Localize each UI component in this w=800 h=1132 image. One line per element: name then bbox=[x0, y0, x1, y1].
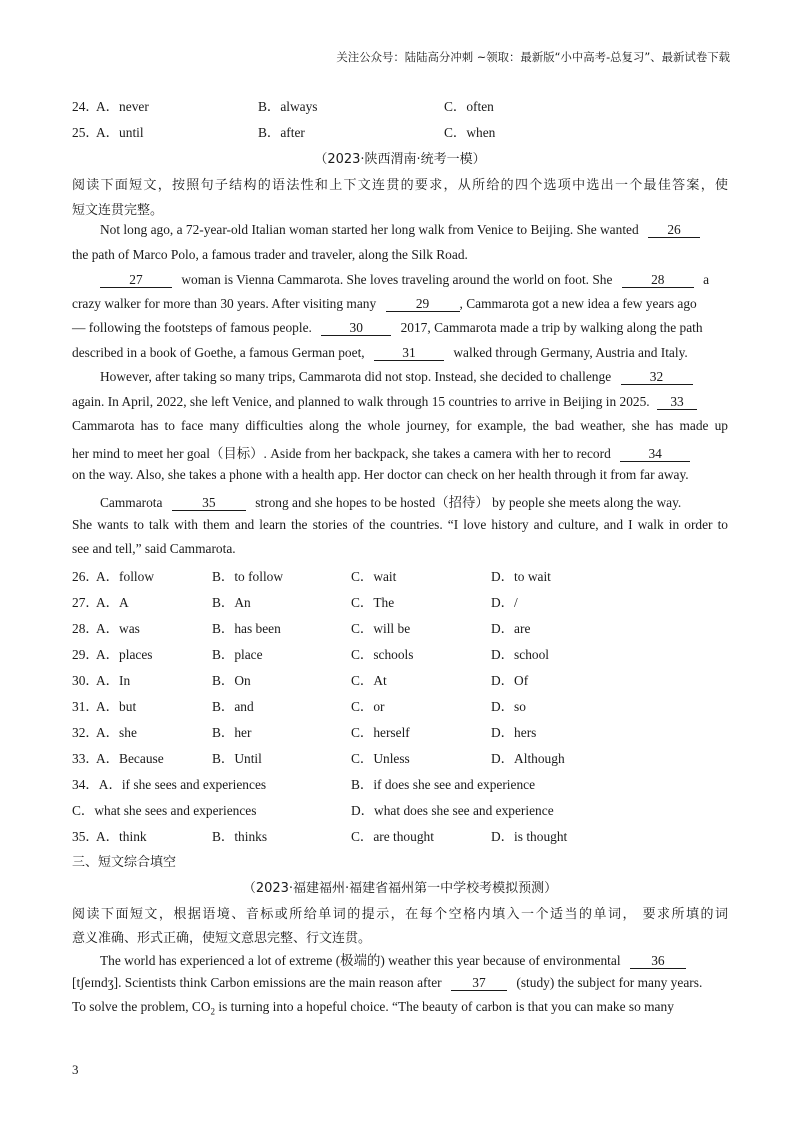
option-b: B．An bbox=[212, 595, 251, 610]
option-c: C．will be bbox=[351, 621, 411, 636]
question-row-35: 35． A．think B．thinks C．are thought D．is thought bbox=[72, 826, 732, 846]
section2-instruction-line1: 阅读下面短文，按照句子结构的语法性和上下文连贯的要求，从所给的四个选项中选出一个最佳答案，使 bbox=[72, 178, 728, 193]
option-d: D．Although bbox=[491, 751, 565, 766]
question-number: 25． bbox=[72, 125, 99, 140]
option-b: B．her bbox=[212, 725, 252, 740]
option-a: A．In bbox=[96, 673, 131, 688]
option-a: A．until bbox=[96, 125, 144, 140]
question-row-24 bbox=[72, 96, 732, 116]
option-c: C．when bbox=[444, 125, 496, 140]
question-row-28: 28． A．was B．has been C．will be D．are bbox=[72, 618, 732, 638]
option-b: B．if does she see and experience bbox=[351, 777, 536, 792]
option-a: A．follow bbox=[96, 569, 155, 584]
blank-37: 37 bbox=[451, 976, 507, 991]
option-d: D．school bbox=[491, 647, 550, 662]
blank-33: 33 bbox=[657, 395, 697, 410]
option-d: D．to wait bbox=[491, 569, 551, 584]
passage-line: The world has experienced a lot of extreme (极端的) weather this year because of environmental 36 bbox=[100, 950, 728, 969]
passage-line: [tʃeɪndʒ]. Scientists think Carbon emissions are the main reason after 37 (study) the subject for many years. bbox=[72, 975, 703, 990]
question-row-29: 29． A．places B．place C．schools D．school bbox=[72, 644, 732, 664]
option-d: D．is thought bbox=[491, 829, 568, 844]
option-c: C．At bbox=[351, 673, 387, 688]
page-number: 3 bbox=[72, 1062, 79, 1077]
passage-line: To solve the problem, $CO_2$ is turning into a hopeful choice. “The beauty of carbon is that you can make so many bbox=[72, 999, 674, 1017]
blank-26: 26 bbox=[648, 223, 700, 238]
option-c: C．Unless bbox=[351, 751, 410, 766]
passage-line: the path of Marco Polo, a famous trader and traveler, along the Silk Road. bbox=[72, 247, 468, 262]
option-a: A．was bbox=[96, 621, 140, 636]
question-row-32: 32． A．she B．her C．herself D．hers bbox=[72, 722, 732, 742]
passage-line: Cammarota 35 strong and she hopes to be hosted（招待） by people she meets along the way. bbox=[100, 495, 682, 510]
page-header: 关注公众号：陆陆高分冲刺 ~领取：最新版“小中高考-总复习”、最新试卷下载 bbox=[336, 50, 730, 64]
option-d: D．Of bbox=[491, 673, 529, 688]
passage-line: again. In April, 2022, she left Venice, and planned to walk through 15 countries to arrive in Beijing in 2025. 33 bbox=[72, 394, 728, 410]
option-c: C．are thought bbox=[351, 829, 434, 844]
blank-28: 28 bbox=[622, 273, 694, 288]
question-row-31: 31． A．but B．and C．or D．so bbox=[72, 696, 732, 716]
option-d: D．are bbox=[491, 621, 531, 636]
option-a: A．think bbox=[96, 829, 147, 844]
passage-line: crazy walker for more than 30 years. After visiting many 29 , Cammarota got a new idea a few years ago bbox=[72, 296, 697, 311]
blank-35: 35 bbox=[172, 496, 246, 511]
option-b: B．On bbox=[212, 673, 251, 688]
option-d: D．hers bbox=[491, 725, 537, 740]
option-a: A．she bbox=[96, 725, 137, 740]
section3-instruction-line1: 阅读下面短文，根据语境、音标或所给单词的提示，在每个空格内填入一个适当的单词， 要求所填的词 bbox=[72, 907, 728, 922]
blank-34: 34 bbox=[620, 447, 690, 462]
section3-source: （2023·福建福州·福建省福州第一中学校考模拟预测） bbox=[242, 881, 558, 896]
option-d: D．so bbox=[491, 699, 526, 714]
option-b: B．after bbox=[258, 125, 305, 140]
passage-line: — following the footsteps of famous people. 30 2017, Cammarota made a trip by walking along the path bbox=[72, 320, 703, 335]
option-a: A．Because bbox=[96, 751, 164, 766]
blank-36: 36 bbox=[630, 954, 686, 969]
option-b: B．place bbox=[212, 647, 263, 662]
section2-source: （2023·陕西渭南·统考一模） bbox=[314, 152, 486, 167]
option-c: C．The bbox=[351, 595, 395, 610]
option-a: A．never bbox=[96, 99, 149, 114]
passage-line: described in a book of Goethe, a famous German poet, 31 walked through Germany, Austria and Italy. bbox=[72, 345, 688, 360]
option-c: C．or bbox=[351, 699, 385, 714]
option-c: C．herself bbox=[351, 725, 410, 740]
blank-31: 31 bbox=[374, 346, 444, 361]
option-c: C．schools bbox=[351, 647, 414, 662]
blank-27: 27 bbox=[100, 273, 172, 288]
passage-line: Not long ago, a 72-year-old Italian woman started her long walk from Venice to Beijing. She wanted 26 bbox=[100, 222, 728, 238]
question-row-27: 27． A．A B．An C．The D．/ bbox=[72, 592, 732, 612]
passage-line: She wants to talk with them and learn the stories of the countries. “I love history and culture, and I walk in order to bbox=[72, 517, 728, 532]
passage-line: see and tell,” said Cammarota. bbox=[72, 541, 236, 556]
question-row-26: 26． A．follow B．to follow C．wait D．to wait bbox=[72, 566, 732, 586]
option-b: B．has been bbox=[212, 621, 281, 636]
option-c: C．wait bbox=[351, 569, 397, 584]
option-a: 34．A．if she sees and experiences bbox=[72, 777, 267, 792]
option-d: D．what does she see and experience bbox=[351, 803, 554, 818]
blank-32: 32 bbox=[621, 370, 693, 385]
option-b: B．to follow bbox=[212, 569, 284, 584]
blank-30: 30 bbox=[321, 321, 391, 336]
section3-instruction-line2: 意义准确、形式正确，使短文意思完整、行文连贯。 bbox=[72, 931, 372, 946]
passage-line: her mind to meet her goal（目标）. Aside from her backpack, she takes a camera with her to record 34 bbox=[72, 443, 728, 462]
section3-title: 三、短文综合填空 bbox=[72, 855, 177, 870]
option-b: B．thinks bbox=[212, 829, 268, 844]
option-a: A．A bbox=[96, 595, 129, 610]
question-row-33: 33． A．Because B．Until C．Unless D．Although bbox=[72, 748, 732, 768]
option-b: B．and bbox=[212, 699, 254, 714]
passage-line: on the way. Also, she takes a phone with a health app. Her doctor can check on her health through it from far away. bbox=[72, 467, 689, 482]
option-c: C．what she sees and experiences bbox=[72, 803, 257, 818]
question-row-25 bbox=[72, 122, 732, 142]
passage-line: 27 woman is Vienna Cammarota. She loves traveling around the world on foot. She 28 a bbox=[100, 272, 728, 288]
passage-line: Cammarota has to face many difficulties along the whole journey, for example, the bad weather, she has made up bbox=[72, 418, 728, 433]
question-row-34 bbox=[72, 774, 732, 794]
question-row-34-cont bbox=[72, 800, 732, 820]
option-d: D．/ bbox=[491, 595, 518, 610]
question-row-30: 30． A．In B．On C．At D．Of bbox=[72, 670, 732, 690]
option-a: A．places bbox=[96, 647, 153, 662]
option-b: B．Until bbox=[212, 751, 262, 766]
question-number: 24． bbox=[72, 99, 99, 114]
section2-instruction-line2: 短文连贯完整。 bbox=[72, 203, 164, 218]
blank-29: 29 bbox=[386, 297, 460, 312]
option-b: B．always bbox=[258, 99, 318, 114]
option-c: C．often bbox=[444, 99, 494, 114]
passage-line: However, after taking so many trips, Cammarota did not stop. Instead, she decided to challenge 32 bbox=[100, 369, 728, 385]
option-a: A．but bbox=[96, 699, 137, 714]
